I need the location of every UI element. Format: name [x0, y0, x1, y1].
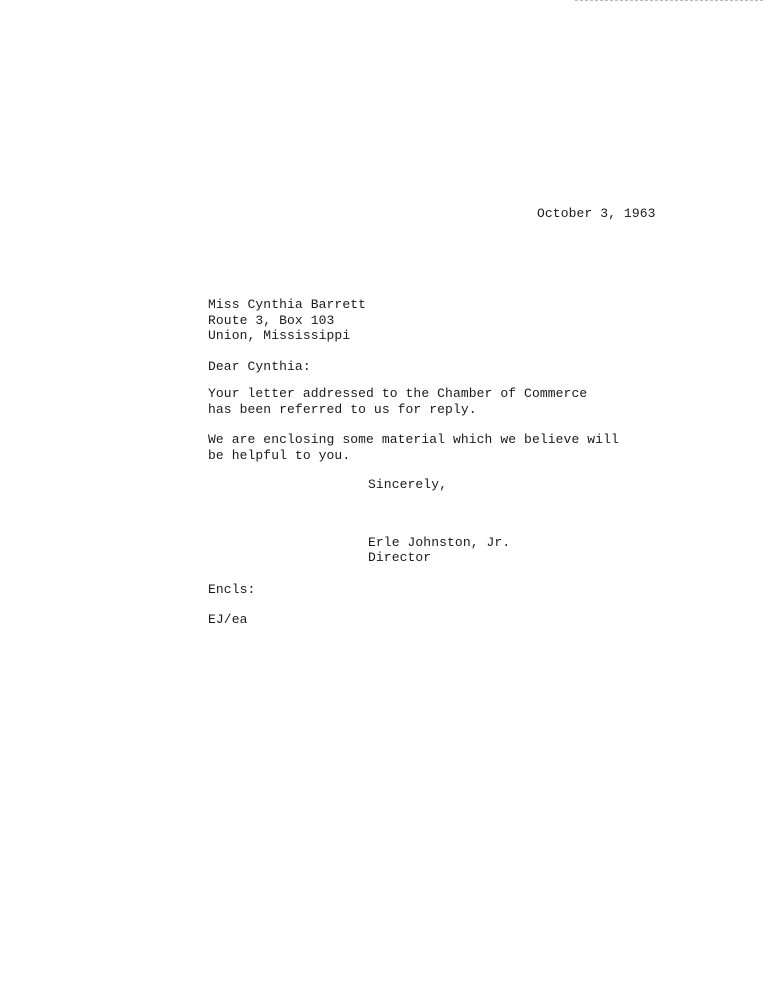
closing: Sincerely, [368, 477, 448, 492]
signer-title: Director [368, 550, 432, 565]
paragraph-2-line-2: be helpful to you. [208, 448, 351, 463]
signer-name: Erle Johnston, Jr. [368, 535, 511, 550]
recipient-name: Miss Cynthia Barrett [208, 297, 367, 312]
top-edge-dashes [575, 0, 763, 1]
paragraph-1-line-2: has been referred to us for reply. [208, 402, 477, 417]
reference-initials: EJ/ea [208, 612, 248, 627]
recipient-city: Union, Mississippi [208, 328, 351, 343]
recipient-street: Route 3, Box 103 [208, 313, 335, 328]
salutation: Dear Cynthia: [208, 359, 311, 374]
paragraph-2-line-1: We are enclosing some material which we believe will [208, 432, 619, 447]
enclosures-note: Encls: [208, 582, 256, 597]
paragraph-1-line-1: Your letter addressed to the Chamber of Commerce [208, 386, 588, 401]
letter-date: October 3, 1963 [537, 206, 656, 221]
